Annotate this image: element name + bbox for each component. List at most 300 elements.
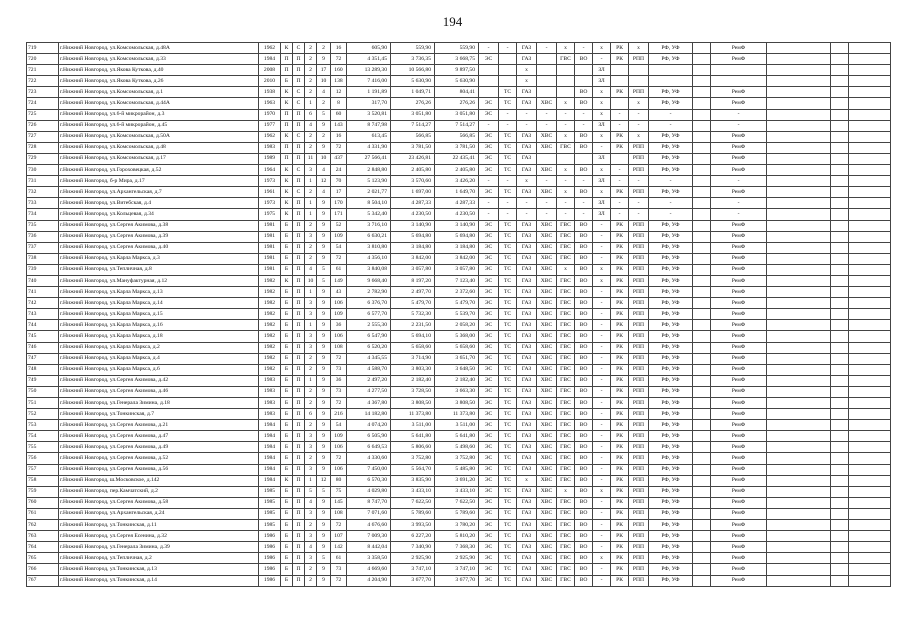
table-cell: х <box>557 131 575 142</box>
table-cell: 5 694,10 <box>391 331 435 342</box>
table-cell: ГВС <box>557 575 575 586</box>
table-cell <box>693 531 711 542</box>
table-cell <box>831 109 849 120</box>
table-cell: ЭС <box>479 386 499 397</box>
table-cell: ГАЗ <box>517 575 537 586</box>
table-cell: ВО <box>575 520 593 531</box>
table-cell: - <box>593 531 611 542</box>
table-cell: - <box>499 120 517 131</box>
table-cell: 4 <box>317 187 331 198</box>
table-cell <box>849 231 891 242</box>
table-cell: 1985 <box>259 520 281 531</box>
table-cell <box>499 65 517 76</box>
table-cell: Б <box>281 575 293 586</box>
table-cell <box>693 442 711 453</box>
table-cell: РПП <box>629 253 649 264</box>
table-cell <box>767 165 831 176</box>
table-row <box>27 242 891 253</box>
table-cell <box>767 98 831 109</box>
table-cell: 3 781,50 <box>435 142 479 153</box>
table-cell: РемФ <box>711 531 767 542</box>
table-cell: 9 <box>317 298 331 309</box>
table-cell: ЭС <box>479 342 499 353</box>
table-row <box>27 431 891 442</box>
table-cell: РемФ <box>711 253 767 264</box>
table-cell <box>831 342 849 353</box>
row-index-cell: 735 <box>27 220 59 231</box>
table-cell: 22 435,41 <box>435 153 479 164</box>
row-index-cell: 733 <box>27 198 59 209</box>
address-cell: г.Нижний Новгород, ул.Сергея Акимова, д.39 <box>59 231 259 242</box>
table-cell: РК <box>611 331 629 342</box>
table-cell: 9 <box>317 142 331 153</box>
table-cell: 106 <box>331 442 347 453</box>
table-cell: 4 <box>317 87 331 98</box>
table-cell: 1989 <box>259 153 281 164</box>
table-cell: ТС <box>499 442 517 453</box>
table-cell: РемФ <box>711 497 767 508</box>
table-cell: 4 <box>317 165 331 176</box>
table-cell: ХВС <box>537 398 557 409</box>
table-cell: х <box>517 76 537 87</box>
table-cell: РПП <box>629 153 649 164</box>
table-row <box>27 220 891 231</box>
table-cell: 1 191,89 <box>347 87 391 98</box>
table-cell: РемФ <box>711 309 767 320</box>
table-cell <box>831 320 849 331</box>
table-cell <box>479 87 499 98</box>
table-cell: 8 504,10 <box>347 198 391 209</box>
table-cell: 7 514,27 <box>435 120 479 131</box>
table-cell: ГАЗ <box>517 409 537 420</box>
table-cell: ВО <box>575 87 593 98</box>
table-cell: 3 842,00 <box>435 253 479 264</box>
table-cell: РемФ <box>711 54 767 65</box>
table-cell: П <box>293 442 305 453</box>
table-cell <box>831 298 849 309</box>
table-cell: ЭС <box>479 298 499 309</box>
row-index-cell: 719 <box>27 43 59 54</box>
table-cell <box>693 386 711 397</box>
row-index-cell: 732 <box>27 187 59 198</box>
table-cell: П <box>293 364 305 375</box>
table-cell: 2 <box>305 65 317 76</box>
table-cell: - <box>575 43 593 54</box>
table-cell: ЗЛ <box>593 65 611 76</box>
table-row <box>27 531 891 542</box>
table-row <box>27 253 891 264</box>
table-cell: РФ, УФ <box>649 398 693 409</box>
table-cell: 2 <box>305 87 317 98</box>
table-cell: - <box>479 198 499 209</box>
table-cell: - <box>479 209 499 220</box>
table-cell: 72 <box>331 398 347 409</box>
table-cell: 3 511,00 <box>391 420 435 431</box>
row-index-cell: 753 <box>27 420 59 431</box>
table-cell: ВО <box>575 320 593 331</box>
table-cell: 1 049,71 <box>391 87 435 98</box>
row-index-cell: 741 <box>27 287 59 298</box>
row-index-cell: 764 <box>27 542 59 553</box>
table-cell: 2 <box>305 242 317 253</box>
table-cell <box>849 431 891 442</box>
table-cell <box>767 497 831 508</box>
table-cell: ЭС <box>479 264 499 275</box>
table-cell: П <box>293 520 305 531</box>
address-cell: г.Нижний Новгород, ул.Тонкинская, д.13 <box>59 564 259 575</box>
table-cell: 2 <box>305 398 317 409</box>
table-cell <box>831 508 849 519</box>
table-cell: РемФ <box>711 475 767 486</box>
table-cell: 5 641,80 <box>435 431 479 442</box>
table-cell: С <box>293 187 305 198</box>
table-cell: 3 668,75 <box>435 54 479 65</box>
table-cell: П <box>293 220 305 231</box>
table-row <box>27 142 891 153</box>
table-cell: РемФ <box>711 142 767 153</box>
table-cell: 9 <box>317 431 331 442</box>
table-cell: 2 <box>305 76 317 87</box>
table-cell: ЭС <box>479 564 499 575</box>
table-cell: 2 555,30 <box>347 320 391 331</box>
table-cell: 1982 <box>259 275 281 286</box>
table-cell: 2 <box>317 131 331 142</box>
table-cell: РК <box>611 531 629 542</box>
table-cell: П <box>293 464 305 475</box>
table-cell: РК <box>611 87 629 98</box>
table-cell <box>575 76 593 87</box>
table-cell: ГАЗ <box>517 287 537 298</box>
address-cell: г.Нижний Новгород, ул.6-й микрорайон, д.45 <box>59 120 259 131</box>
table-cell: - <box>593 309 611 320</box>
table-cell: - <box>499 176 517 187</box>
table-cell <box>849 98 891 109</box>
table-cell: 4 588,70 <box>347 364 391 375</box>
table-cell <box>693 153 711 164</box>
table-cell: - <box>629 176 649 187</box>
table-cell <box>849 342 891 353</box>
table-cell: 7 622,50 <box>391 497 435 508</box>
table-cell: ГВС <box>557 353 575 364</box>
table-cell: П <box>293 575 305 586</box>
table-cell: РК <box>611 264 629 275</box>
table-cell: 10 <box>305 275 317 286</box>
table-cell: 108 <box>331 342 347 353</box>
address-cell: г.Нижний Новгород, ул.Сергея Акимова, д.38 <box>59 220 259 231</box>
table-cell: х <box>629 131 649 142</box>
table-cell: ГАЗ <box>517 553 537 564</box>
address-cell: г.Нижний Новгород, ул.Карла Маркса, д.6 <box>59 364 259 375</box>
row-index-cell: 740 <box>27 275 59 286</box>
table-cell: - <box>517 109 537 120</box>
table-cell: С <box>293 43 305 54</box>
table-cell: С <box>293 131 305 142</box>
table-cell: ЭС <box>479 409 499 420</box>
table-cell: Б <box>281 253 293 264</box>
table-cell <box>831 331 849 342</box>
table-cell: РПП <box>629 54 649 65</box>
table-cell <box>831 531 849 542</box>
table-cell <box>693 209 711 220</box>
table-cell: ВО <box>575 364 593 375</box>
table-cell: ВО <box>575 331 593 342</box>
table-cell <box>693 54 711 65</box>
table-cell: ХВС <box>537 420 557 431</box>
table-cell <box>849 198 891 209</box>
table-cell: 1 <box>305 176 317 187</box>
table-cell: ВО <box>575 264 593 275</box>
address-cell: г.Нижний Новгород, ул.Карла Маркса, д.15 <box>59 309 259 320</box>
table-cell: 12 <box>317 176 331 187</box>
table-cell: 3 <box>305 298 317 309</box>
table-cell: ВО <box>575 220 593 231</box>
table-cell: ЭС <box>479 242 499 253</box>
table-cell: П <box>293 398 305 409</box>
table-cell: - <box>593 342 611 353</box>
row-index-cell: 758 <box>27 475 59 486</box>
table-cell <box>693 464 711 475</box>
table-cell <box>693 553 711 564</box>
table-cell: ТС <box>499 475 517 486</box>
table-cell: 2 925,90 <box>435 553 479 564</box>
table-cell: 2 <box>305 43 317 54</box>
table-row <box>27 320 891 331</box>
table-cell <box>831 520 849 531</box>
table-cell <box>849 564 891 575</box>
table-cell <box>711 76 767 87</box>
table-cell: РемФ <box>711 420 767 431</box>
table-cell <box>767 531 831 542</box>
table-cell <box>767 309 831 320</box>
table-cell: РК <box>611 242 629 253</box>
table-cell: 5 810,20 <box>435 531 479 542</box>
table-cell: 2 405,80 <box>391 165 435 176</box>
table-cell <box>849 520 891 531</box>
table-cell: 27 566,41 <box>347 153 391 164</box>
table-cell: 4 277,50 <box>347 386 391 397</box>
table-cell: ВО <box>575 431 593 442</box>
table-row <box>27 131 891 142</box>
table-cell <box>849 464 891 475</box>
table-cell: П <box>281 65 293 76</box>
table-cell <box>767 475 831 486</box>
table-cell: 3 780,20 <box>435 520 479 531</box>
table-cell: 9 <box>317 364 331 375</box>
table-cell: ГВС <box>557 220 575 231</box>
table-cell: 17 <box>331 187 347 198</box>
table-cell <box>849 120 891 131</box>
table-cell: 72 <box>331 253 347 264</box>
table-cell: 4 345,55 <box>347 353 391 364</box>
table-cell <box>693 231 711 242</box>
table-cell: Б <box>281 342 293 353</box>
table-cell: 3 570,60 <box>391 176 435 187</box>
table-cell <box>575 153 593 164</box>
table-cell: 9 <box>317 531 331 542</box>
table-cell <box>831 98 849 109</box>
table-cell <box>849 209 891 220</box>
table-cell: РемФ <box>711 320 767 331</box>
table-row <box>27 542 891 553</box>
table-cell: 276,26 <box>435 98 479 109</box>
table-cell: Б <box>281 320 293 331</box>
row-index-cell: 767 <box>27 575 59 586</box>
table-cell: 2 021,77 <box>347 187 391 198</box>
table-cell: ЭС <box>479 54 499 65</box>
table-cell: ХВС <box>537 331 557 342</box>
table-cell: ЭС <box>479 275 499 286</box>
table-cell: 1 <box>305 475 317 486</box>
table-cell: 3 057,80 <box>435 264 479 275</box>
table-cell <box>831 142 849 153</box>
table-cell <box>831 153 849 164</box>
table-cell: х <box>517 65 537 76</box>
table-cell: - <box>593 420 611 431</box>
table-cell: 6 <box>305 109 317 120</box>
table-cell: ГВС <box>557 542 575 553</box>
table-cell: 3 <box>305 531 317 542</box>
table-cell: 3 <box>305 508 317 519</box>
table-cell: 61 <box>331 553 347 564</box>
table-cell <box>557 76 575 87</box>
table-cell: П <box>293 497 305 508</box>
table-cell: - <box>611 176 629 187</box>
table-cell: 3 057,80 <box>391 264 435 275</box>
table-cell: 3 842,00 <box>391 253 435 264</box>
table-cell: Б <box>281 553 293 564</box>
table-cell: П <box>293 353 305 364</box>
table-cell: ТС <box>499 431 517 442</box>
address-cell: г.Нижний Новгород, б-р Мира, д.17 <box>59 176 259 187</box>
table-cell: П <box>293 54 305 65</box>
table-cell <box>693 364 711 375</box>
table-cell <box>711 65 767 76</box>
table-cell: РФ, УФ <box>649 309 693 320</box>
table-cell: ВО <box>575 420 593 431</box>
table-cell: ЗЛ <box>593 120 611 131</box>
table-cell: К <box>281 187 293 198</box>
table-cell: ГАЗ <box>517 531 537 542</box>
table-cell <box>849 287 891 298</box>
table-cell: П <box>293 253 305 264</box>
address-cell: г.Нижний Новгород, ул.6-й микрорайон, д.3 <box>59 109 259 120</box>
table-cell: РемФ <box>711 231 767 242</box>
table-cell: 1982 <box>259 353 281 364</box>
table-row <box>27 275 891 286</box>
table-cell: 1984 <box>259 54 281 65</box>
table-cell: 9 <box>317 453 331 464</box>
table-cell <box>767 520 831 531</box>
table-cell: 9 <box>317 442 331 453</box>
table-cell: 6 649,53 <box>347 442 391 453</box>
table-cell: ГВС <box>557 287 575 298</box>
table-cell: ВО <box>575 386 593 397</box>
table-cell: 6 577,70 <box>347 309 391 320</box>
table-cell: РПП <box>629 497 649 508</box>
table-cell: ВО <box>575 287 593 298</box>
table-cell: РК <box>611 464 629 475</box>
table-cell: ХВС <box>537 242 557 253</box>
table-cell: 7 514,27 <box>391 120 435 131</box>
table-cell <box>693 142 711 153</box>
table-cell: ГВС <box>557 364 575 375</box>
table-cell: ЭС <box>479 231 499 242</box>
table-cell: 4 330,60 <box>347 453 391 464</box>
address-cell: г.Нижний Новгород, ул.Карла Маркса, д.18 <box>59 331 259 342</box>
table-cell: РемФ <box>711 453 767 464</box>
table-cell: 1983 <box>259 375 281 386</box>
table-cell: - <box>611 109 629 120</box>
table-cell: РПП <box>629 486 649 497</box>
table-cell <box>831 187 849 198</box>
table-cell: 1984 <box>259 464 281 475</box>
table-cell <box>693 342 711 353</box>
table-cell: ВО <box>575 54 593 65</box>
table-cell: 9 897,50 <box>435 65 479 76</box>
table-cell: 5 641,80 <box>391 431 435 442</box>
table-cell: ВО <box>575 464 593 475</box>
table-cell: 2 <box>305 520 317 531</box>
address-cell: г.Нижний Новгород, ул.Сергея Акимова, д.49 <box>59 442 259 453</box>
table-cell: 138 <box>331 76 347 87</box>
table-cell: ХВС <box>537 542 557 553</box>
table-cell: 2 <box>305 54 317 65</box>
table-cell: ВО <box>575 375 593 386</box>
table-cell: РемФ <box>711 520 767 531</box>
table-cell: ТС <box>499 564 517 575</box>
table-cell: ХВС <box>537 464 557 475</box>
table-row <box>27 564 891 575</box>
table-cell: П <box>293 553 305 564</box>
table-cell: 5 732,30 <box>391 309 435 320</box>
table-cell: Б <box>281 564 293 575</box>
table-cell: 149 <box>331 275 347 286</box>
row-index-cell: 760 <box>27 497 59 508</box>
table-cell: 437 <box>331 153 347 164</box>
table-cell: Б <box>281 508 293 519</box>
table-cell: РПП <box>629 553 649 564</box>
table-cell: РФ, УФ <box>649 87 693 98</box>
table-row <box>27 375 891 386</box>
table-cell: х <box>557 264 575 275</box>
table-cell: ВО <box>575 298 593 309</box>
table-cell: 2 182,40 <box>435 375 479 386</box>
table-row <box>27 87 891 98</box>
table-cell <box>831 275 849 286</box>
table-cell: 5 <box>317 264 331 275</box>
table-cell: - <box>629 198 649 209</box>
table-cell <box>479 76 499 87</box>
table-cell: 5 806,60 <box>391 442 435 453</box>
table-cell: 804,41 <box>435 87 479 98</box>
table-cell: 108 <box>331 508 347 519</box>
table-cell: 4 074,20 <box>347 420 391 431</box>
table-cell: ЭС <box>479 575 499 586</box>
table-cell <box>767 109 831 120</box>
address-cell: г.Нижний Новгород, ул.Сергея Акимова, д.58 <box>59 497 259 508</box>
table-cell: П <box>293 508 305 519</box>
table-cell: ГВС <box>557 464 575 475</box>
table-cell <box>537 54 557 65</box>
table-cell: РФ, УФ <box>649 54 693 65</box>
table-cell: - <box>593 231 611 242</box>
table-cell <box>767 142 831 153</box>
table-cell: 7 450,00 <box>347 464 391 475</box>
table-cell: ХВС <box>537 253 557 264</box>
table-row <box>27 364 891 375</box>
table-cell: РемФ <box>711 486 767 497</box>
table-cell: Б <box>281 464 293 475</box>
